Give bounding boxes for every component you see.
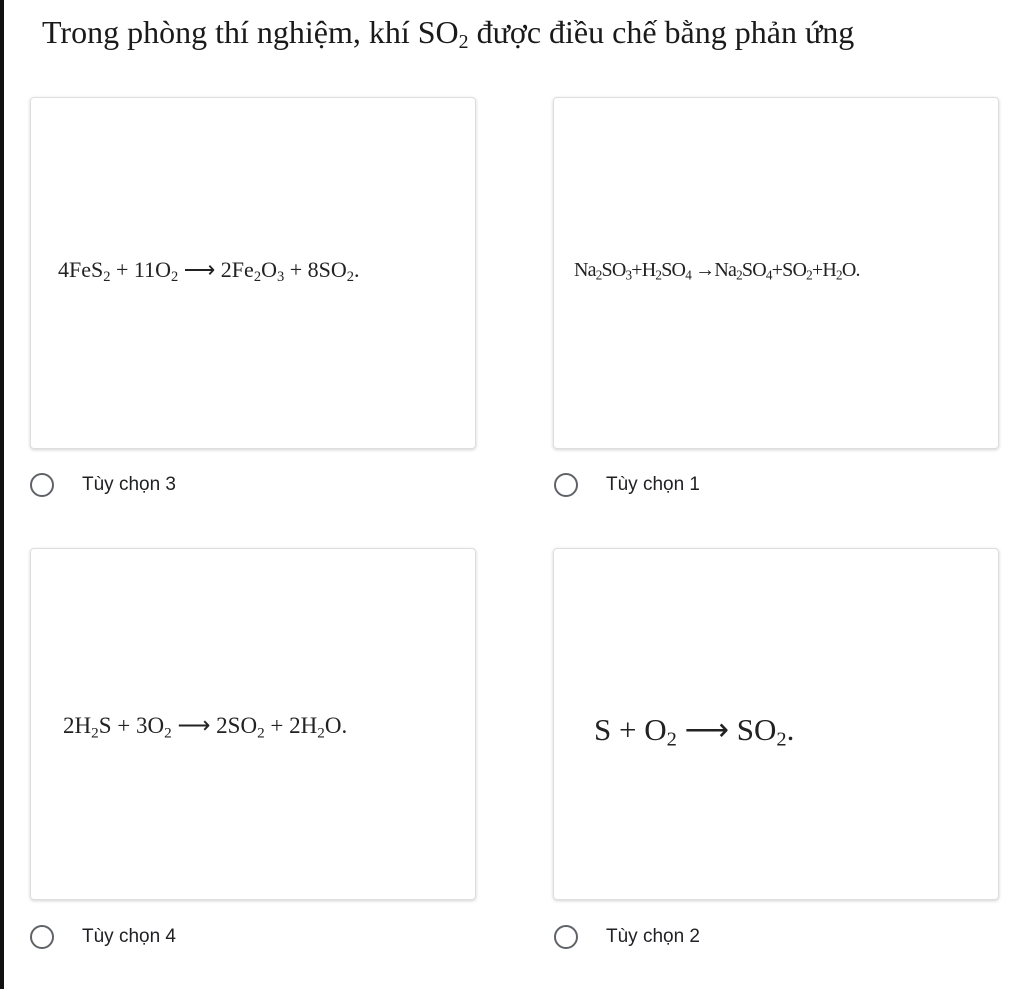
subscript: 2 — [836, 267, 842, 283]
subscript: 2 — [91, 724, 99, 742]
option-label: Tùy chọn 1 — [606, 474, 700, 495]
option-label: Tùy chọn 2 — [606, 926, 700, 947]
subscript: 2 — [776, 728, 787, 751]
option-radio-3[interactable] — [30, 470, 176, 500]
question-text — [42, 14, 1002, 54]
window-left-edge — [0, 0, 4, 989]
question-suffix: được điều chế bằng phản ứng — [468, 14, 855, 50]
equation-formula: $S + O_2$ ⟶ $SO_2$. — [594, 712, 795, 751]
subscript: 2 — [346, 269, 355, 286]
option-image-card-3[interactable] — [30, 97, 476, 449]
option-label: Tùy chọn 3 — [82, 474, 176, 495]
subscript: 2 — [171, 269, 179, 286]
subscript: 2 — [666, 728, 677, 751]
option-radio-2[interactable] — [554, 922, 700, 952]
option-radio-4[interactable] — [30, 922, 176, 952]
radio-button-circle[interactable] — [554, 473, 578, 497]
radio-button-circle[interactable] — [30, 925, 54, 949]
option-image-card-1[interactable] — [553, 97, 999, 449]
question-prefix: Trong phòng thí nghiệm, khí SO — [42, 14, 459, 50]
option-image-card-4[interactable] — [30, 548, 476, 900]
subscript: 2 — [164, 724, 172, 742]
radio-button-circle[interactable] — [554, 925, 578, 949]
subscript: 2 — [806, 267, 812, 283]
subscript: 2 — [736, 267, 742, 283]
option-image-card-2[interactable] — [553, 548, 999, 900]
subscript: 2 — [317, 724, 325, 742]
subscript: 4 — [685, 267, 691, 283]
option-radio-1[interactable] — [554, 470, 700, 500]
equation-formula: $Na_2SO_3+H_2SO_4 \to Na_2SO_4+SO_2+H_2O$. — [574, 259, 860, 283]
subscript: 3 — [276, 269, 285, 286]
subscript: 2 — [257, 724, 265, 742]
question-subscript: 2 — [458, 30, 469, 53]
equation-formula: $2H_2S + 3O_2$ ⟶ $2SO_2 + 2H_2O$. — [63, 713, 348, 742]
subscript: 3 — [625, 267, 632, 283]
option-label: Tùy chọn 4 — [82, 926, 176, 947]
subscript: 2 — [595, 267, 602, 283]
equation-formula: $4FeS_2 + 11O_2$ ⟶ $2Fe_2O_3 + 8SO_2$. — [58, 257, 360, 286]
radio-button-circle[interactable] — [30, 473, 54, 497]
subscript: 2 — [655, 267, 662, 283]
subscript: 2 — [103, 269, 111, 286]
subscript: 4 — [765, 267, 772, 283]
subscript: 2 — [253, 269, 262, 286]
